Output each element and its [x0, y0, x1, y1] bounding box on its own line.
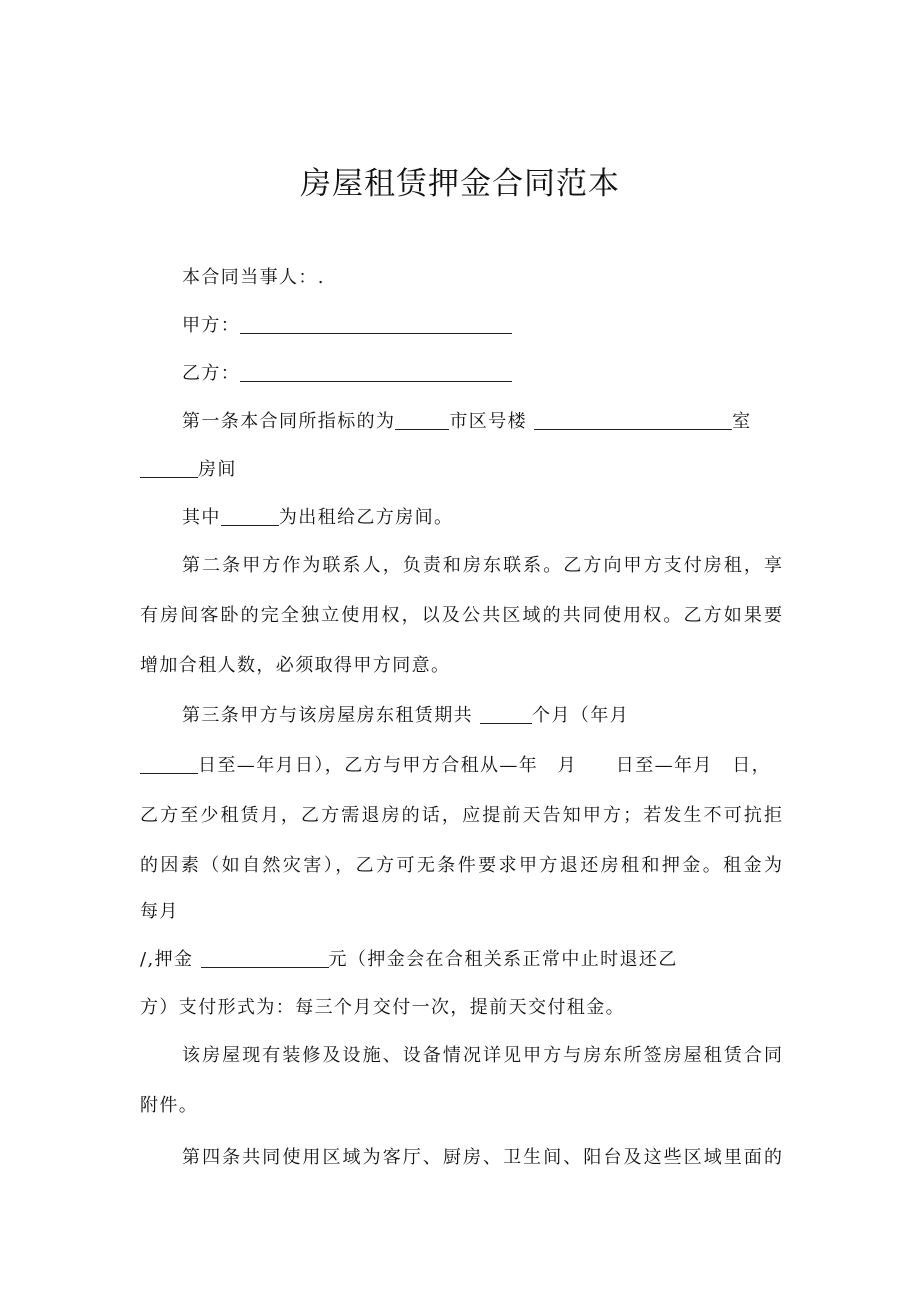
rented-room-blank[interactable]: [221, 507, 279, 526]
article-3-line-3: 乙方至少租赁月，乙方需退房的话，应提前天告知甲方；若发生不可抗拒: [140, 805, 782, 826]
city-blank[interactable]: [395, 411, 449, 430]
article-2-line-3: 增加合租人数，必须取得甲方同意。: [140, 655, 451, 676]
payment-line: 方）支付形式为：每三个月交付一次，提前天交付租金。: [140, 997, 625, 1018]
article-3-line-4: 的因素（如自然灾害），乙方可无条件要求甲方退还房租和押金。租金为: [140, 855, 782, 876]
article-3-line-2: 日至—年月日），乙方与甲方合租从—年 月 日至—年月 日，: [140, 754, 771, 778]
deposit-line: /,押金 元（押金会在合租关系正常中止时退还乙: [140, 949, 678, 970]
article-3-line-1: 第三条甲方与该房屋房东租赁期共 个月（年月: [182, 705, 630, 726]
room-blank[interactable]: [140, 459, 198, 478]
lease-start-blank[interactable]: [140, 755, 198, 774]
article-1-line: 第一条本合同所指标的为 市区号楼 室: [182, 411, 752, 432]
rented-room-line: 其中 为出租给乙方房间。: [182, 507, 454, 528]
article-2-line-1: 第二条甲方作为联系人，负责和房东联系。乙方向甲方支付房租，享: [182, 555, 782, 576]
parties-intro: 本合同当事人：.: [182, 267, 325, 288]
room-number-blank[interactable]: [534, 411, 732, 430]
article-4-line-1: 第四条共同使用区域为客厅、厨房、卫生间、阳台及这些区域里面的: [182, 1147, 782, 1168]
article-2-line-2: 有房间客卧的完全独立使用权，以及公共区域的共同使用权。乙方如果要: [140, 605, 782, 626]
furnishing-line-2: 附件。: [140, 1095, 199, 1116]
lease-months-blank[interactable]: [480, 705, 532, 724]
party-a-line: 甲方：: [182, 314, 512, 338]
party-b-line: 乙方：: [182, 362, 512, 386]
party-b-blank[interactable]: [240, 363, 512, 382]
furnishing-line-1: 该房屋现有装修及设施、设备情况详见甲方与房东所签房屋租赁合同: [182, 1045, 782, 1066]
article-1-continued: 房间: [140, 458, 237, 482]
deposit-blank[interactable]: [201, 949, 329, 968]
party-a-blank[interactable]: [240, 315, 512, 334]
document-title: 房屋租赁押金合同范本: [300, 166, 620, 202]
article-3-line-5: 每月: [140, 901, 179, 922]
